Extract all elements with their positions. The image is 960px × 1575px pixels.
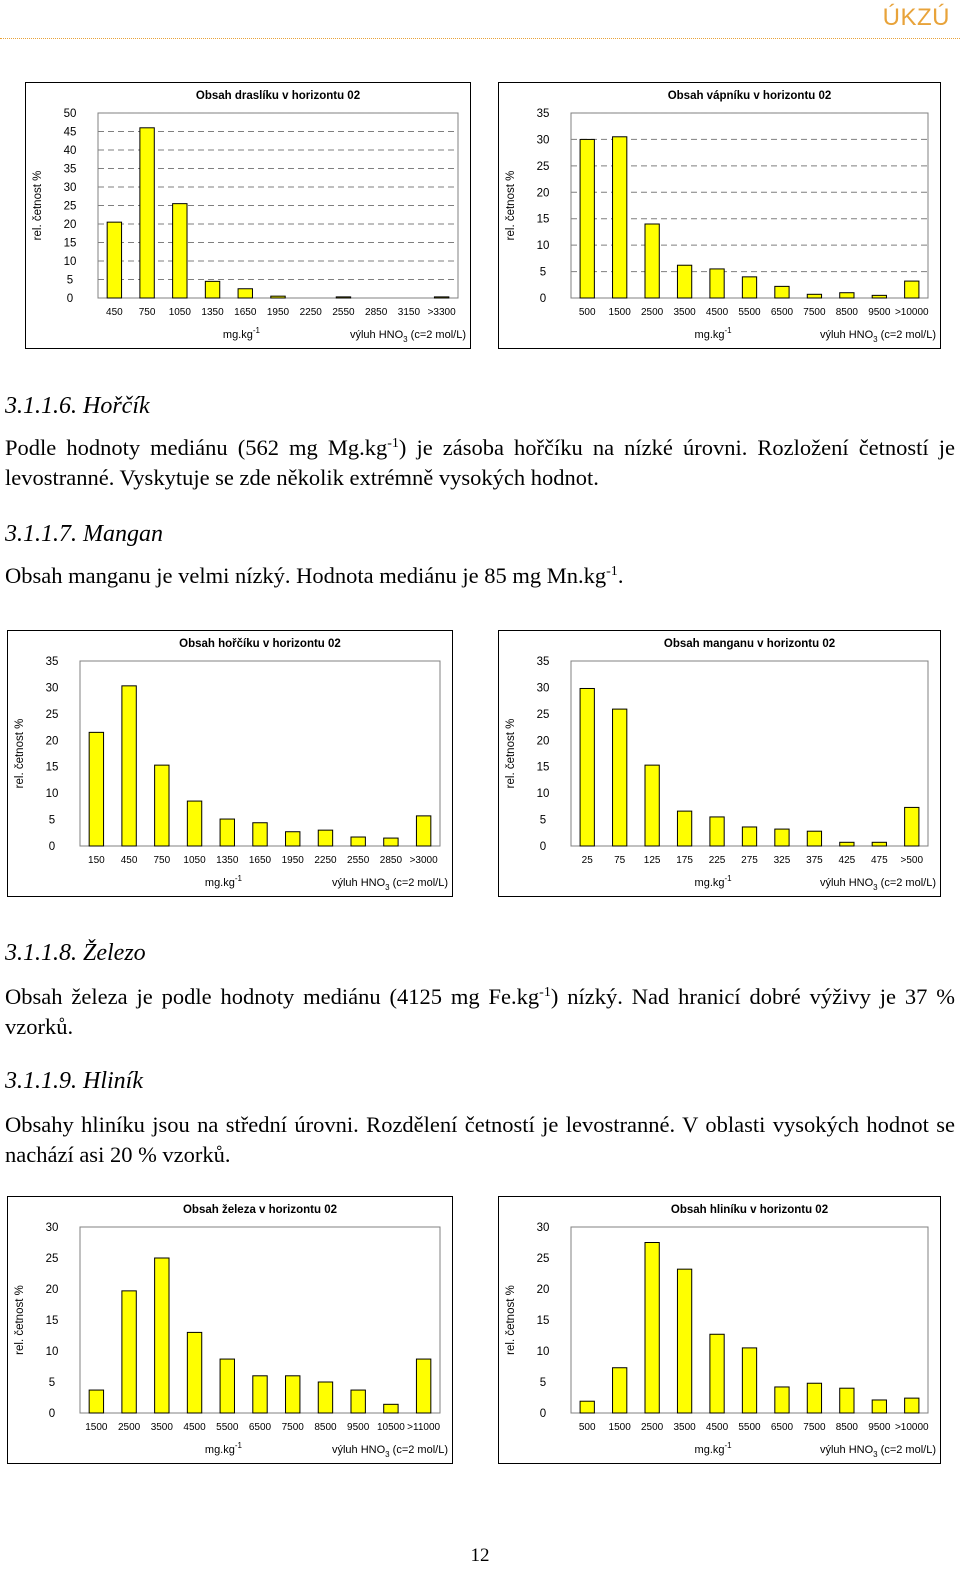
x-note-sub: 3: [385, 883, 390, 892]
bar-5500: [742, 277, 756, 298]
page-number: 12: [470, 1545, 490, 1566]
x-tick-label: 5500: [216, 1422, 239, 1433]
x-tick-label: 4500: [705, 307, 729, 318]
x-tick-label: 75: [614, 855, 626, 866]
bar-4500: [710, 1334, 724, 1413]
y-tick-label: 10: [45, 1346, 59, 1358]
y-tick-label: 25: [536, 708, 550, 721]
x-tick-label: 25: [581, 855, 593, 866]
bar-4500: [710, 269, 724, 298]
x-tick-label: 1650: [234, 307, 257, 318]
x-tick-label: 3150: [397, 307, 421, 318]
y-tick-label: 0: [48, 841, 56, 853]
bar-25: [580, 688, 594, 846]
x-tick-label: 1950: [266, 307, 290, 318]
x-tick-label: 500: [578, 307, 596, 318]
heading-iron: 3.1.1.8. Železo: [5, 940, 146, 966]
chart-title: Obsah vápníku v horizontu 02: [667, 90, 832, 102]
bar-3500: [677, 265, 691, 298]
x-tick-label: 750: [153, 855, 171, 866]
chart-svg: [499, 83, 940, 348]
x-tick-label: 1350: [201, 307, 224, 318]
y-tick-label: 10: [45, 788, 59, 801]
x-note-text: výluh HNO: [819, 1444, 874, 1456]
x-note-sub: 3: [873, 1450, 878, 1459]
x-tick-label: 125: [643, 855, 661, 866]
bar-475: [872, 842, 886, 846]
bar-1050: [173, 204, 187, 298]
bar-10500: [384, 1404, 398, 1413]
x-tick-label: >10000: [894, 1422, 929, 1433]
bar-6500: [253, 1376, 267, 1413]
x-tick-label: 325: [773, 855, 791, 866]
bar-1050: [187, 801, 201, 846]
y-axis-label: rel. četnost %: [32, 170, 44, 241]
x-tick-label: 9500: [868, 1422, 891, 1433]
y-tick-label: 10: [536, 240, 550, 253]
bar-125: [645, 765, 659, 846]
y-tick-label: 30: [45, 1222, 59, 1234]
bar-7500: [286, 1376, 300, 1413]
x-unit-label: [695, 874, 733, 889]
bar-325: [775, 829, 789, 846]
x-tick-label: 5500: [738, 307, 761, 318]
x-tick-label: 1050: [168, 307, 191, 318]
heading-aluminium: 3.1.1.9. Hliník: [5, 1068, 143, 1094]
x-tick-label: 2850: [379, 855, 403, 866]
x-tick-label: 7500: [281, 1422, 304, 1433]
bar-3500: [155, 1258, 169, 1413]
bar-75: [613, 709, 627, 846]
y-tick-label: 15: [45, 1315, 59, 1327]
x-tick-label: 1050: [183, 855, 206, 866]
y-tick-label: 40: [63, 145, 77, 157]
x-note-text: výluh HNO: [819, 877, 874, 889]
bar-5500: [742, 1348, 756, 1413]
y-tick-label: 0: [48, 1408, 56, 1420]
heading-manganese: 3.1.1.7. Mangan: [5, 521, 163, 547]
bar-4500: [187, 1332, 201, 1413]
x-unit-sup: -1: [252, 326, 260, 335]
x-unit-label: [205, 1441, 243, 1456]
bar-5500: [220, 1359, 234, 1413]
y-axis-label: rel. četnost %: [505, 170, 517, 241]
x-note-rest: (c=2 mol/L): [389, 1444, 448, 1456]
x-tick-label: 6500: [770, 1422, 794, 1433]
x-tick-label: >500: [900, 855, 924, 866]
chart-title: Obsah hliníku v horizontu 02: [670, 1204, 829, 1216]
y-tick-label: 5: [539, 814, 547, 827]
x-note-rest: (c=2 mol/L): [877, 1444, 936, 1456]
y-tick-label: 5: [48, 1377, 56, 1389]
x-tick-label: 1500: [608, 307, 631, 318]
x-note-rest: (c=2 mol/L): [389, 877, 448, 889]
x-note-label: [350, 329, 466, 344]
chart-title: Obsah hořčíku v horizontu 02: [179, 638, 341, 650]
bar-750: [140, 128, 154, 298]
bar-1350: [220, 819, 234, 846]
x-unit-text: mg.kg: [204, 877, 235, 889]
x-tick-label: 9500: [868, 307, 891, 318]
chart-title: Obsah draslíku v horizontu 02: [195, 90, 361, 102]
bar-450: [107, 222, 121, 298]
y-tick-label: 20: [536, 187, 550, 200]
y-tick-label: 30: [45, 682, 59, 695]
x-unit-text: mg.kg: [694, 329, 725, 341]
y-tick-label: 20: [536, 735, 550, 748]
x-note-text: výluh HNO: [331, 1444, 386, 1456]
x-note-label: [820, 877, 936, 892]
chart-svg: [499, 1197, 940, 1463]
x-tick-label: >10000: [894, 307, 929, 318]
x-tick-label: 2850: [365, 307, 388, 318]
bar-7500: [807, 1383, 821, 1413]
x-unit-label: [223, 326, 261, 341]
bar-225: [710, 817, 724, 846]
y-tick-label: 5: [48, 814, 56, 827]
bar-150: [89, 732, 103, 846]
y-tick-label: 25: [536, 1253, 550, 1265]
x-tick-label: 3500: [673, 1422, 696, 1433]
x-tick-label: 450: [106, 307, 123, 318]
x-tick-label: 2500: [641, 307, 664, 318]
x-tick-label: 750: [138, 307, 156, 318]
x-note-sub: 3: [873, 335, 878, 344]
x-note-rest: (c=2 mol/L): [877, 329, 936, 341]
bar-1500: [613, 1368, 627, 1413]
bar-1350: [205, 281, 219, 298]
y-tick-label: 0: [539, 293, 547, 305]
chart-title: Obsah manganu v horizontu 02: [663, 638, 836, 650]
x-tick-label: 7500: [803, 1422, 826, 1433]
x-unit-sup: -1: [234, 874, 242, 883]
x-tick-label: 500: [578, 1422, 596, 1433]
bar-gt10000: [905, 1398, 919, 1413]
y-tick-label: 35: [45, 656, 59, 668]
x-tick-label: 6500: [770, 307, 794, 318]
bar-7500: [807, 294, 821, 298]
bar-750: [155, 765, 169, 846]
bar-1950: [286, 832, 300, 846]
bar-2850: [384, 838, 398, 846]
x-note-text: výluh HNO: [331, 877, 386, 889]
chart-svg: [26, 83, 470, 348]
y-axis-label: rel. četnost %: [505, 1285, 517, 1355]
x-unit-text: mg.kg: [694, 1444, 725, 1456]
x-tick-label: 3500: [150, 1422, 173, 1433]
bar-8500: [318, 1382, 332, 1413]
chart-iron: [7, 1196, 453, 1464]
x-tick-label: 275: [741, 855, 758, 866]
y-tick-label: 5: [539, 1377, 547, 1389]
y-tick-label: 50: [63, 108, 77, 120]
x-note-text: výluh HNO: [819, 329, 874, 341]
x-tick-label: 475: [870, 855, 888, 866]
bar-8500: [840, 1388, 854, 1413]
bar-375: [807, 831, 821, 846]
y-tick-label: 35: [536, 656, 550, 668]
bar-275: [742, 827, 756, 846]
chart-aluminium: [498, 1196, 941, 1464]
x-unit-sup: -1: [724, 1441, 732, 1450]
x-note-label: [332, 877, 448, 892]
y-axis-label: rel. četnost %: [14, 1285, 26, 1355]
x-tick-label: 150: [88, 855, 105, 866]
bar-1500: [613, 137, 627, 298]
y-tick-label: 10: [536, 1346, 550, 1358]
y-tick-label: 25: [63, 200, 77, 213]
chart-magnesium: [7, 630, 453, 897]
y-tick-label: 30: [63, 182, 77, 194]
y-axis-label: rel. četnost %: [14, 718, 26, 789]
y-tick-label: 15: [63, 237, 77, 250]
x-tick-label: 1350: [216, 855, 239, 866]
x-note-sub: 3: [873, 883, 878, 892]
paragraph-magnesium: Podle hodnoty mediánu (562 mg $Mg.kg^{-1}$) je zásoba hořčíku na nízké úrovni. Rozložení četností je levostranné. Vyskytuje se zde několik extrémně vysokých hodnot.: [5, 435, 955, 490]
x-tick-label: 450: [120, 855, 138, 866]
y-tick-label: 25: [45, 1253, 59, 1265]
x-tick-label: 5500: [738, 1422, 761, 1433]
x-unit-sup: -1: [724, 874, 732, 883]
bar-6500: [775, 286, 789, 298]
x-tick-label: 4500: [183, 1422, 206, 1433]
y-tick-label: 30: [536, 134, 550, 147]
bar-1650: [238, 289, 252, 298]
paragraph-aluminium: Obsahy hliníku jsou na střední úrovni. Rozdělení četností je levostranné. V oblasti vysokých hodnot se nachází asi 20 % vzorků.: [5, 1112, 955, 1167]
x-tick-label: 7500: [803, 307, 826, 318]
y-tick-label: 20: [45, 1284, 59, 1296]
y-tick-label: 25: [536, 160, 550, 173]
x-tick-label: 1500: [85, 1422, 108, 1433]
bar-2550: [351, 837, 365, 846]
y-tick-label: 30: [536, 682, 550, 695]
bar-9500: [872, 295, 886, 298]
y-tick-label: 15: [536, 1315, 550, 1327]
x-tick-label: 4500: [705, 1422, 729, 1433]
paragraph-manganese: Obsah manganu je velmi nízký. Hodnota mediánu je 85 mg $Mn.kg^{-1}$.: [5, 563, 624, 588]
x-unit-text: mg.kg: [694, 877, 725, 889]
y-tick-label: 15: [45, 761, 59, 774]
x-tick-label: 2250: [299, 307, 322, 318]
bar-9500: [351, 1390, 365, 1413]
bar-1650: [253, 823, 267, 846]
x-note-sub: 3: [385, 1450, 390, 1459]
chart-calcium: [498, 82, 941, 349]
y-tick-label: 10: [536, 788, 550, 801]
bar-500: [580, 1401, 594, 1413]
chart-svg: [8, 1197, 452, 1463]
x-tick-label: 8500: [314, 1422, 337, 1433]
y-tick-label: 45: [63, 126, 77, 139]
x-unit-label: [695, 326, 733, 341]
y-axis-label: rel. četnost %: [505, 718, 517, 789]
x-tick-label: 1950: [281, 855, 304, 866]
x-note-sub: 3: [403, 335, 408, 344]
bar-1500: [89, 1390, 103, 1413]
x-unit-sup: -1: [724, 326, 732, 335]
bar-gt11000: [416, 1359, 430, 1413]
bar-gt10000: [905, 281, 919, 298]
y-tick-label: 20: [45, 735, 59, 748]
chart-svg: [8, 631, 452, 896]
x-tick-label: >3000: [409, 855, 438, 866]
bar-9500: [872, 1400, 886, 1413]
x-unit-text: mg.kg: [204, 1444, 235, 1456]
chart-title: Obsah železa v horizontu 02: [182, 1204, 338, 1216]
bar-2250: [318, 830, 332, 846]
chart-svg: [499, 631, 940, 896]
y-tick-label: 15: [536, 761, 550, 774]
x-unit-text: mg.kg: [222, 329, 253, 341]
x-tick-label: 8500: [835, 1422, 858, 1433]
x-tick-label: 425: [838, 855, 856, 866]
y-tick-label: 5: [66, 274, 74, 287]
x-tick-label: 2500: [641, 1422, 664, 1433]
y-tick-label: 20: [63, 219, 77, 231]
y-tick-label: 35: [63, 163, 77, 176]
y-tick-label: 30: [536, 1222, 550, 1234]
y-tick-label: 0: [539, 841, 547, 853]
bar-3500: [677, 1269, 691, 1413]
x-tick-label: 3500: [673, 307, 696, 318]
x-tick-label: >3300: [427, 307, 456, 318]
bar-175: [677, 811, 691, 846]
x-tick-label: 6500: [248, 1422, 272, 1433]
bar-2550: [336, 297, 350, 298]
x-note-text: výluh HNO: [349, 329, 404, 341]
brand-logo: ÚKZÚ: [882, 4, 950, 31]
x-unit-label: [205, 874, 243, 889]
x-tick-label: 1650: [248, 855, 272, 866]
y-tick-label: 10: [63, 256, 77, 268]
x-tick-label: >11000: [407, 1422, 441, 1433]
x-note-label: [332, 1444, 448, 1459]
x-tick-label: 375: [806, 855, 823, 866]
x-note-rest: (c=2 mol/L): [877, 877, 936, 889]
x-unit-label: [695, 1441, 733, 1456]
x-note-label: [820, 1444, 936, 1459]
bar-2500: [645, 1243, 659, 1414]
header-rule: [0, 38, 960, 39]
x-tick-label: 2550: [332, 307, 355, 318]
x-tick-label: 1500: [608, 1422, 631, 1433]
bar-2500: [645, 224, 659, 298]
bar-gt3000: [416, 816, 430, 846]
x-note-rest: (c=2 mol/L): [407, 329, 466, 341]
y-tick-label: 15: [536, 213, 550, 226]
x-tick-label: 2550: [347, 855, 370, 866]
x-tick-label: 10500: [377, 1422, 405, 1433]
paragraph-iron: Obsah železa je podle hodnoty mediánu (4125 mg $Fe.kg^{-1}$) nízký. Nad hranicí dobré výživy je 37 % vzorků.: [5, 984, 955, 1039]
heading-magnesium: 3.1.1.6. Hořčík: [5, 393, 150, 419]
x-tick-label: 8500: [835, 307, 858, 318]
chart-potassium: [25, 82, 471, 349]
x-tick-label: 225: [708, 855, 726, 866]
y-tick-label: 5: [539, 266, 547, 279]
x-note-label: [820, 329, 936, 344]
x-unit-sup: -1: [234, 1441, 242, 1450]
y-tick-label: 20: [536, 1284, 550, 1296]
bar-gt3300: [434, 297, 448, 298]
bar-425: [840, 842, 854, 846]
x-tick-label: 2500: [117, 1422, 141, 1433]
chart-manganese: [498, 630, 941, 897]
x-tick-label: 175: [676, 855, 693, 866]
bar-500: [580, 139, 594, 298]
bar-2500: [122, 1291, 136, 1413]
y-tick-label: 0: [66, 293, 74, 305]
y-tick-label: 0: [539, 1408, 547, 1420]
bar-gt500: [905, 807, 919, 846]
bar-1950: [271, 296, 285, 298]
x-tick-label: 2250: [314, 855, 337, 866]
bar-8500: [840, 293, 854, 298]
x-tick-label: 9500: [347, 1422, 370, 1433]
y-tick-label: 25: [45, 708, 59, 721]
bar-6500: [775, 1387, 789, 1413]
bar-450: [122, 686, 136, 846]
y-tick-label: 35: [536, 108, 550, 120]
